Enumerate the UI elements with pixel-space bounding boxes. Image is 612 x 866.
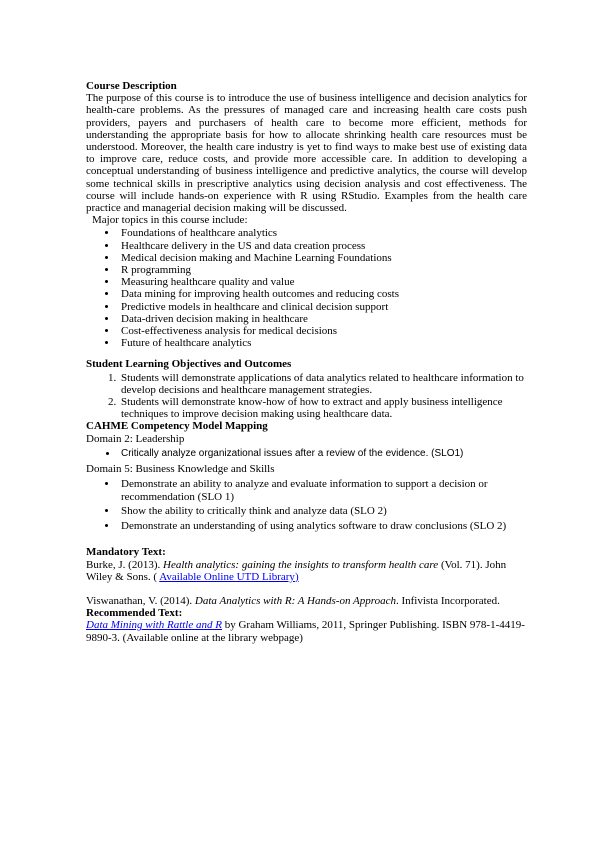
citation-text: (Vol. 71). John Wiley & Sons. (: [86, 558, 507, 583]
list-item: 1. Students will demonstrate applications of data analytics related to healthcare information to develop decisions and healthcare management strategies.: [119, 372, 527, 396]
list-item: • Demonstrate an understanding of using analytics software to draw conclusions (SLO 2): [118, 520, 527, 533]
list-item: • Future of healthcare analytics: [118, 337, 527, 349]
citation-book-title: Health analytics: gaining the insights to transform health care: [163, 558, 439, 571]
list-item: • Demonstrate an ability to analyze and evaluate information to support a decision or recommendation (SLO 1): [118, 478, 527, 503]
list-item: • Critically analyze organizational issues after a review of the evidence. (SLO1): [118, 448, 527, 460]
domain5-bullet-list: [86, 478, 527, 532]
domain5-label: Domain 5: Business Knowledge and Skills: [86, 462, 275, 475]
rattle-book-link[interactable]: [86, 619, 222, 631]
list-item: • Predictive models in healthcare and clinical decision support: [118, 301, 527, 313]
slo-heading: Student Learning Objectives and Outcomes: [86, 358, 292, 371]
citation-text: . Infivista Incorporated.: [395, 595, 500, 608]
list-item: • Foundations of healthcare analytics: [118, 227, 527, 239]
domain2-bullet-list: [86, 448, 527, 460]
domain2-label: Domain 2: Leadership: [86, 432, 185, 445]
list-item: • Cost-effectiveness analysis for medical decisions: [118, 325, 527, 337]
list-item: • Measuring healthcare quality and value: [118, 276, 527, 288]
viswanathan-citation: [86, 595, 527, 607]
cahme-heading: CAHME Competency Model Mapping: [86, 420, 268, 433]
course-description-paragraph: The purpose of this course is to introduce the use of business intelligence and decision analytics for health-care problems. As the pressures of managed care and increasing health care costs push providers, payers and purchasers of health care to become more efficient, methods for understanding the appropriate basis for how to allocate shrinking health care resources must be understood. Moreover, the health care industry is yet to find ways to make best use of existing data to improve care, reduce costs, and provide more accessible care. In addition to developing a conceptual understanding of business intelligence and predictive analytics, the course will develop some technical skills in prescriptive analytics using decision analysis and cost effectiveness. The course will include hands-on experience with R using RStudio. Examples from the health care practice and managerial decision making will be discussed.: [86, 92, 527, 215]
section-spacer: [86, 535, 527, 546]
list-item: • R programming: [118, 264, 527, 276]
utd-library-link[interactable]: [159, 571, 298, 583]
list-item: • Data-driven decision making in healthcare: [118, 313, 527, 325]
citation-text: Viswanathan, V. (2014).: [86, 595, 195, 608]
mandatory-text-heading: Mandatory Text:: [86, 546, 166, 559]
topics-intro: Major topics in this course include:: [92, 214, 248, 227]
blank-line: [86, 583, 527, 595]
citation-book-title: Data Analytics with R: A Hands-on Approach: [194, 595, 396, 608]
recommended-text-heading: Recommended Text:: [86, 607, 183, 620]
citation-text: by Graham Williams, 2011, Springer Publishing. ISBN 978-1-4419-9890-3. (Available online at the library webpage): [86, 619, 525, 644]
syllabus-page-content: [86, 80, 527, 644]
section-spacer: [86, 349, 527, 358]
link-label: Available Online UTD Library: [159, 570, 295, 583]
list-item: • Medical decision making and Machine Learning Foundations: [118, 252, 527, 264]
list-item: 2. Students will demonstrate know-how of how to extract and apply business intelligence techniques to improve decision making using healthcare data.: [119, 396, 527, 420]
list-item: • Show the ability to critically think and analyze data (SLO 2): [118, 505, 527, 518]
burke-citation: [86, 559, 527, 583]
slo-list: [86, 372, 527, 421]
topics-list: [86, 227, 527, 349]
link-label: Data Mining with Rattle and R: [86, 619, 222, 632]
recommended-citation: [86, 619, 527, 643]
course-description-heading: Course Description: [86, 80, 177, 92]
list-item: • Healthcare delivery in the US and data creation process: [118, 240, 527, 252]
list-item: • Data mining for improving health outcomes and reducing costs: [118, 288, 527, 300]
link-paren: ): [294, 570, 299, 583]
citation-text: Burke, J. (2013).: [86, 558, 163, 571]
